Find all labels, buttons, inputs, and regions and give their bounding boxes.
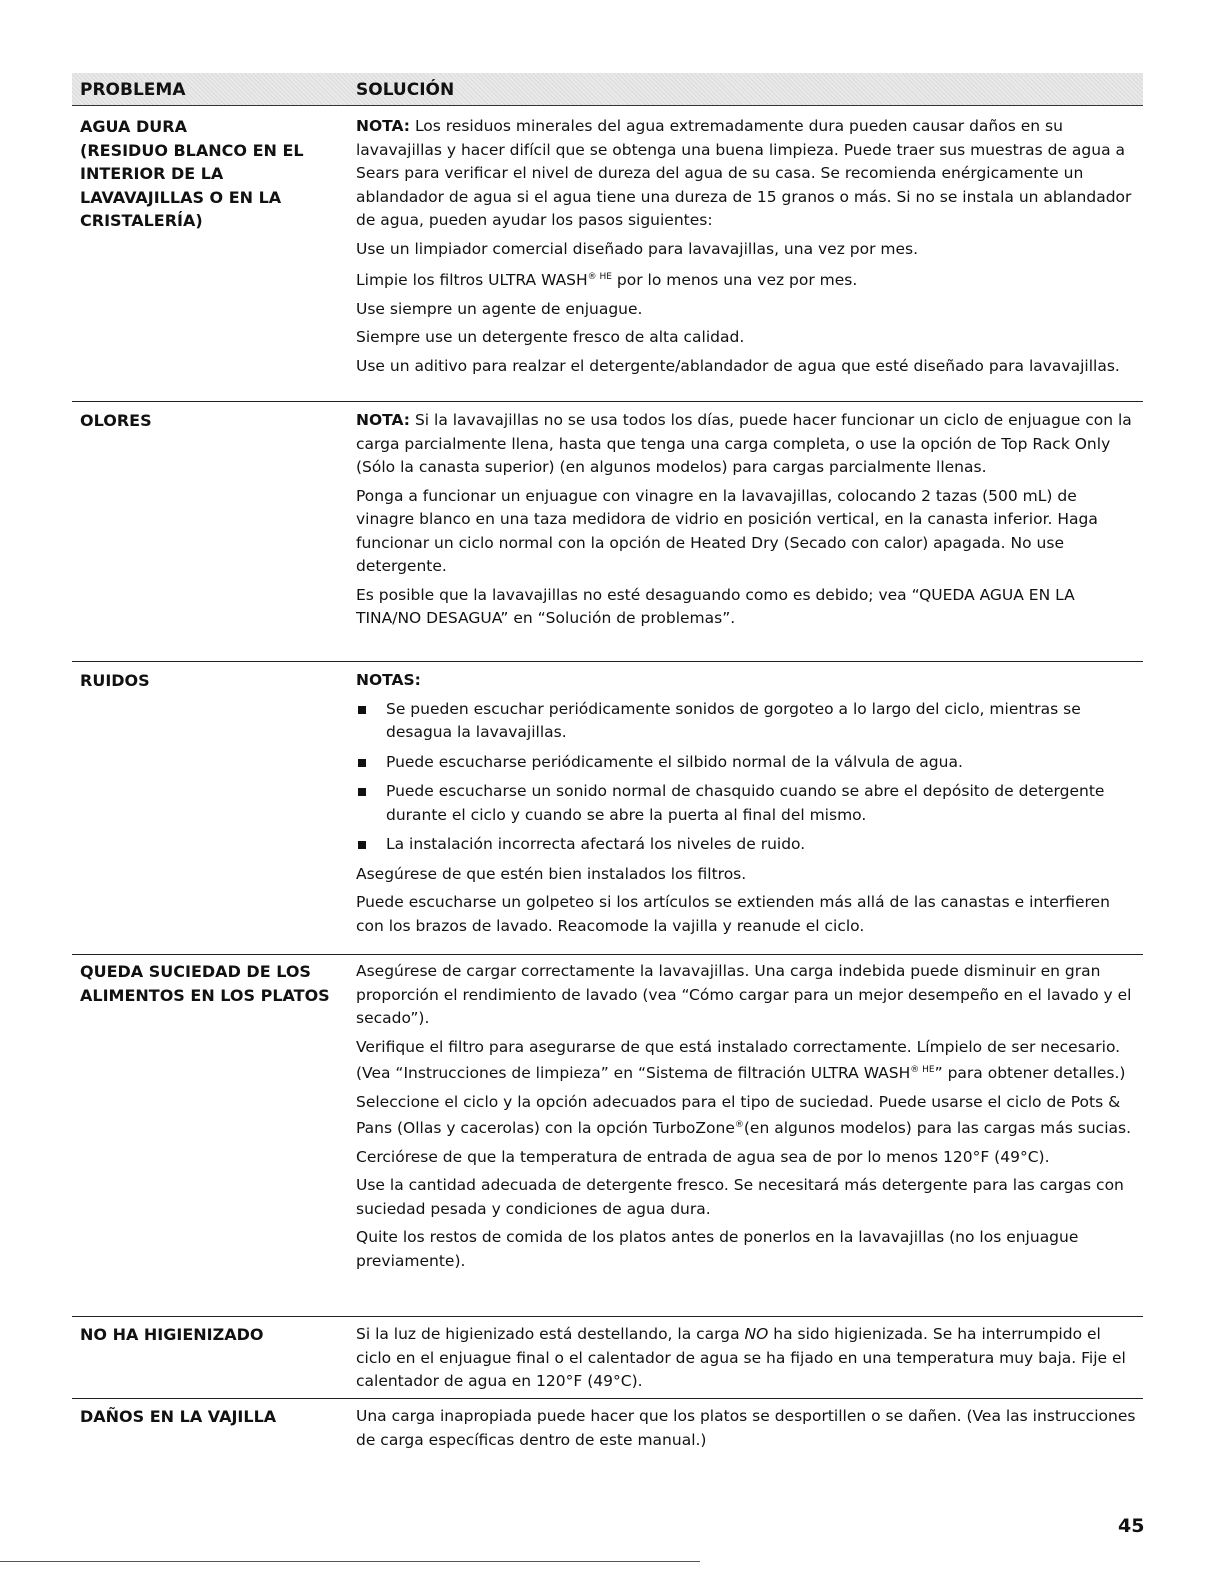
solution-paragraph — [356, 266, 1136, 293]
problem-line: RUIDOS — [80, 671, 150, 690]
page-number: 45 — [1118, 1515, 1145, 1537]
solution-paragraph: Una carga inapropiada puede hacer que los platos se desportillen o se dañen. (Vea las instrucciones de carga específicas dentro de este manual.) — [356, 1407, 1136, 1449]
text-segment: Verifique el filtro para asegurarse de que está instalado correctamente. Límpielo de ser necesario. (Vea “Instrucciones de limpieza” en “Sistema de filtración ULTRA WASH — [356, 1037, 1121, 1083]
list-item — [356, 698, 1136, 745]
note-paragraph — [356, 409, 1136, 480]
notes-label: NOTAS: — [356, 671, 421, 689]
problem-line: DAÑOS EN LA VAJILLA — [80, 1407, 277, 1426]
solution-paragraph: Use un aditivo para realzar el detergente/ablandador de agua que esté diseñado para lavavajillas. — [356, 356, 1120, 375]
list-item — [356, 833, 1136, 857]
table-row — [72, 409, 1143, 662]
note-label: NOTA: — [356, 117, 411, 135]
solution-paragraph: Asegúrese de cargar correctamente la lavavajillas. Una carga indebida puede disminuir en gran proporción el rendimiento de lavado (vea “Cómo cargar para un mejor desempeño en el lavado y el secado”). — [356, 962, 1132, 1027]
solution-cell — [356, 669, 1136, 943]
solution-cell — [356, 1323, 1136, 1399]
list-item-text: Se pueden escuchar periódicamente sonidos de gorgoteo a lo largo del ciclo, mientras se desagua la lavavajillas. — [386, 699, 1081, 741]
footer-divider — [0, 1561, 700, 1562]
problem-cell — [80, 409, 340, 433]
solution-paragraph: Ponga a funcionar un enjuague con vinagre en la lavavajillas, colocando 2 tazas (500 mL) de vinagre blanco en una taza medidora de vidrio en posición vertical, en la canasta inferior. Haga funcionar un ciclo normal con la opción de Heated Dry (Secado con calor) apagada. No use detergente. — [356, 486, 1098, 575]
table-row — [72, 669, 1143, 955]
text-segment: Si la luz de higienizado está destellando, la carga — [356, 1325, 745, 1343]
solution-cell — [356, 1405, 1136, 1457]
solution-paragraph: Use siempre un agente de enjuague. — [356, 299, 643, 318]
bullet-icon — [358, 706, 366, 714]
problem-cell — [80, 669, 340, 693]
table-row — [72, 1323, 1143, 1399]
note-text: Si la lavavajillas no se usa todos los días, puede hacer funcionar un ciclo de enjuague con la carga parcialmente llena, hasta que tenga una carga completa, o use la opción de Top Rack Only (Sólo la canasta superior) (en algunos modelos) para cargas parcialmente llenas. — [356, 411, 1132, 476]
solution-paragraph: Use la cantidad adecuada de detergente fresco. Se necesitará más detergente para las cargas con suciedad pesada y condiciones de agua dura. — [356, 1176, 1124, 1218]
problem-line: CRISTALERÍA) — [80, 211, 203, 230]
bullet-icon — [358, 788, 366, 796]
problem-cell — [80, 1323, 340, 1347]
note-text: Los residuos minerales del agua extremadamente dura pueden causar daños en su lavavajillas y hacer difícil que se obtenga una buena limpieza. Puede traer sus muestras de agua a Sears para verificar el nivel de dureza del agua de su casa. Se recomienda enérgicamente un ablandador de agua si el agua tiene una dureza de 15 granos o más. Si no se instala un ablandador de agua, pueden ayudar los pasos siguientes: — [356, 117, 1132, 229]
header-solution: SOLUCIÓN — [356, 80, 455, 100]
solution-paragraph — [356, 1323, 1136, 1394]
solution-cell — [356, 115, 1136, 383]
table-row — [72, 960, 1143, 1317]
solution-paragraph: Puede escucharse un golpeteo si los artículos se extienden más allá de las canastas e interfieren con los brazos de lavado. Reacomode la vajilla y reanude el ciclo. — [356, 893, 1110, 935]
solution-cell — [356, 960, 1136, 1278]
table-row — [72, 115, 1143, 402]
table-header — [72, 73, 1143, 106]
problem-cell — [80, 1405, 340, 1429]
text-segment: por lo menos una vez por mes. — [612, 271, 858, 290]
problem-line: NO HA HIGIENIZADO — [80, 1325, 264, 1344]
problem-line: AGUA DURA — [80, 117, 187, 136]
solution-paragraph: Es posible que la lavavajillas no esté desaguando como es debido; vea “QUEDA AGUA EN LA TINA/NO DESAGUA” en “Solución de problemas”. — [356, 585, 1075, 627]
problem-line: QUEDA SUCIEDAD DE LOS — [80, 962, 311, 981]
problem-line: OLORES — [80, 411, 152, 430]
solution-paragraph — [356, 1036, 1136, 1086]
note-label: NOTA: — [356, 411, 411, 429]
text-segment: Limpie los filtros ULTRA WASH — [356, 271, 588, 290]
solution-cell — [356, 409, 1136, 636]
list-item — [356, 751, 1136, 775]
notes-list — [356, 698, 1136, 857]
table-row — [72, 1405, 1143, 1465]
text-segment: Seleccione el ciclo y la opción adecuados para el tipo de suciedad. Puede usarse el ciclo de Pots & Pans (Ollas y cacerolas) con la opción TurboZone — [356, 1092, 1121, 1138]
list-item-text: La instalación incorrecta afectará los niveles de ruido. — [386, 835, 806, 853]
text-segment: (en algunos modelos) para las cargas más sucias. — [743, 1119, 1131, 1138]
solution-paragraph: Cerciórese de que la temperatura de entrada de agua sea de por lo menos 120°F (49°C). — [356, 1147, 1050, 1166]
text-segment: ha sido higienizada. Se ha interrumpido el ciclo en el enjuague final o el calentador de agua se ha fijado en una temperatura muy baja. Fije el calentador de agua en 120°F (49°C). — [356, 1325, 1126, 1390]
text-segment: ” para obtener detalles.) — [934, 1064, 1126, 1083]
emphasis-text: NO — [744, 1325, 769, 1343]
solution-paragraph — [356, 1091, 1136, 1141]
problem-line: LAVAVAJILLAS O EN LA — [80, 187, 282, 207]
trademark-superscript: ® HE — [910, 1065, 935, 1075]
problem-line: ALIMENTOS EN LOS PLATOS — [80, 985, 330, 1005]
bullet-icon — [358, 841, 366, 849]
solution-paragraph: Use un limpiador comercial diseñado para lavavajillas, una vez por mes. — [356, 239, 919, 258]
list-item — [356, 780, 1136, 827]
solution-paragraph: Asegúrese de que estén bien instalados los filtros. — [356, 864, 747, 883]
solution-paragraph: Quite los restos de comida de los platos antes de ponerlos en la lavavajillas (no los enjuague previamente). — [356, 1228, 1079, 1270]
trademark-superscript: ® HE — [587, 272, 612, 282]
problem-cell — [80, 960, 340, 1007]
list-item-text: Puede escucharse periódicamente el silbido normal de la válvula de agua. — [386, 752, 963, 771]
problem-cell — [80, 115, 340, 233]
list-item-text: Puede escucharse un sonido normal de chasquido cuando se abre el depósito de detergente durante el ciclo y cuando se abre la puerta al final del mismo. — [386, 782, 1105, 824]
solution-paragraph: Siempre use un detergente fresco de alta calidad. — [356, 328, 745, 347]
bullet-icon — [358, 759, 366, 767]
problem-line: (RESIDUO BLANCO EN EL — [80, 140, 304, 160]
trademark-superscript: ® — [734, 1120, 744, 1131]
note-paragraph — [356, 115, 1136, 233]
problem-line: INTERIOR DE LA — [80, 164, 224, 183]
header-problem: PROBLEMA — [80, 80, 186, 100]
